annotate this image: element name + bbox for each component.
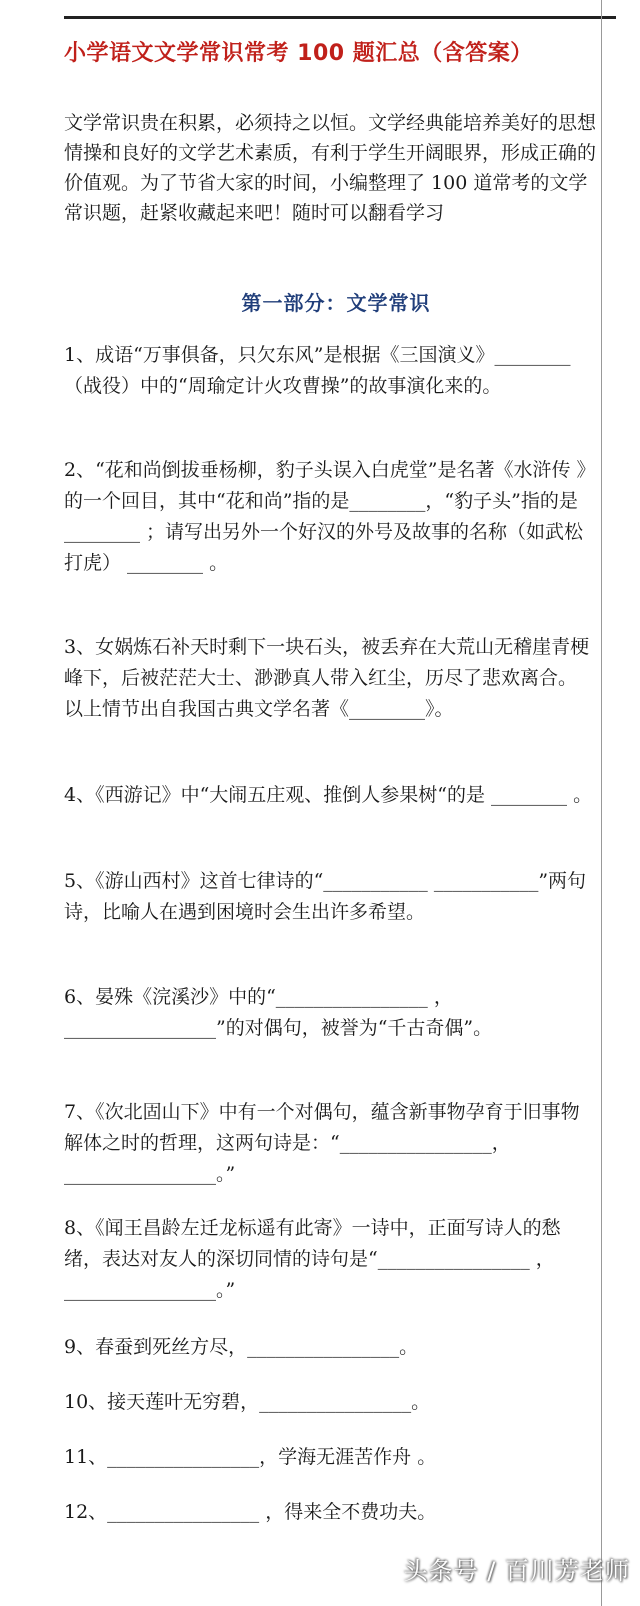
question-10: 10、接天莲叶无穷碧，________________。 xyxy=(64,1391,431,1413)
question-11: 11、________________，学海无涯苦作舟 。 xyxy=(64,1446,437,1468)
question-3: 3、女娲炼石补天时剩下一块石头，被丢弃在大荒山无稽崖青梗峰下，后被茫茫大士、渺渺真人带入红尘，历尽了悲欢离合。以上情节出自我国古典文学名著《________》。 xyxy=(64,636,590,720)
watermark: 头条号 / 百川芳老师 xyxy=(403,1557,630,1585)
document-page xyxy=(56,0,616,1606)
section-title: 第一部分：文学常识 xyxy=(241,291,431,315)
question-4: 4、《西游记》中“大闹五庄观、推倒人参果树“的是 ________ 。 xyxy=(64,784,593,806)
question-8: 8、《闻王昌龄左迁龙标遥有此寄》一诗中，正面写诗人的愁绪，表达对友人的深切同情的诗句是“________________ ，________________。” xyxy=(64,1217,561,1301)
side-rule xyxy=(601,0,602,1606)
page-title: 小学语文文学常识常考 100 题汇总（含答案） xyxy=(64,41,533,66)
question-12: 12、________________ ，得来全不费功夫。 xyxy=(64,1501,437,1523)
question-2: 2、“花和尚倒拔垂杨柳，豹子头误入白虎堂”是名著《水浒传 》的一个回目，其中“花和尚”指的是________，“豹子头”指的是 ________ ；请写出另外一个好汉的外号及故事的名称（如武松打虎） ________ 。 xyxy=(64,459,587,574)
question-6: 6、晏殊《浣溪沙》中的“________________ ，________________”的对偶句，被誉为“千古奇偶”。 xyxy=(64,986,493,1039)
top-rule xyxy=(64,16,616,19)
question-1: 1、成语“万事俱备，只欠东风”是根据《三国演义》________ （战役）中的“周瑜定计火攻曹操”的故事演化来的。 xyxy=(64,344,577,397)
question-5: 5、《游山西村》这首七律诗的“___________ ___________”两句诗，比喻人在遇到困境时会生出许多希望。 xyxy=(64,870,587,923)
question-7: 7、《次北固山下》中有一个对偶句，蕴含新事物孕育于旧事物解体之时的哲理，这两句诗是：“________________，________________。” xyxy=(64,1101,580,1185)
question-9: 9、春蚕到死丝方尽，________________。 xyxy=(64,1336,419,1358)
intro-paragraph: 文学常识贵在积累，必须持之以恒。文学经典能培养美好的思想情操和良好的文学艺术素质，有利于学生开阔眼界，形成正确的价值观。为了节省大家的时间，小编整理了 100 道常考的文学常识题，赶紧收藏起来吧！随时可以翻看学习 xyxy=(64,112,597,224)
